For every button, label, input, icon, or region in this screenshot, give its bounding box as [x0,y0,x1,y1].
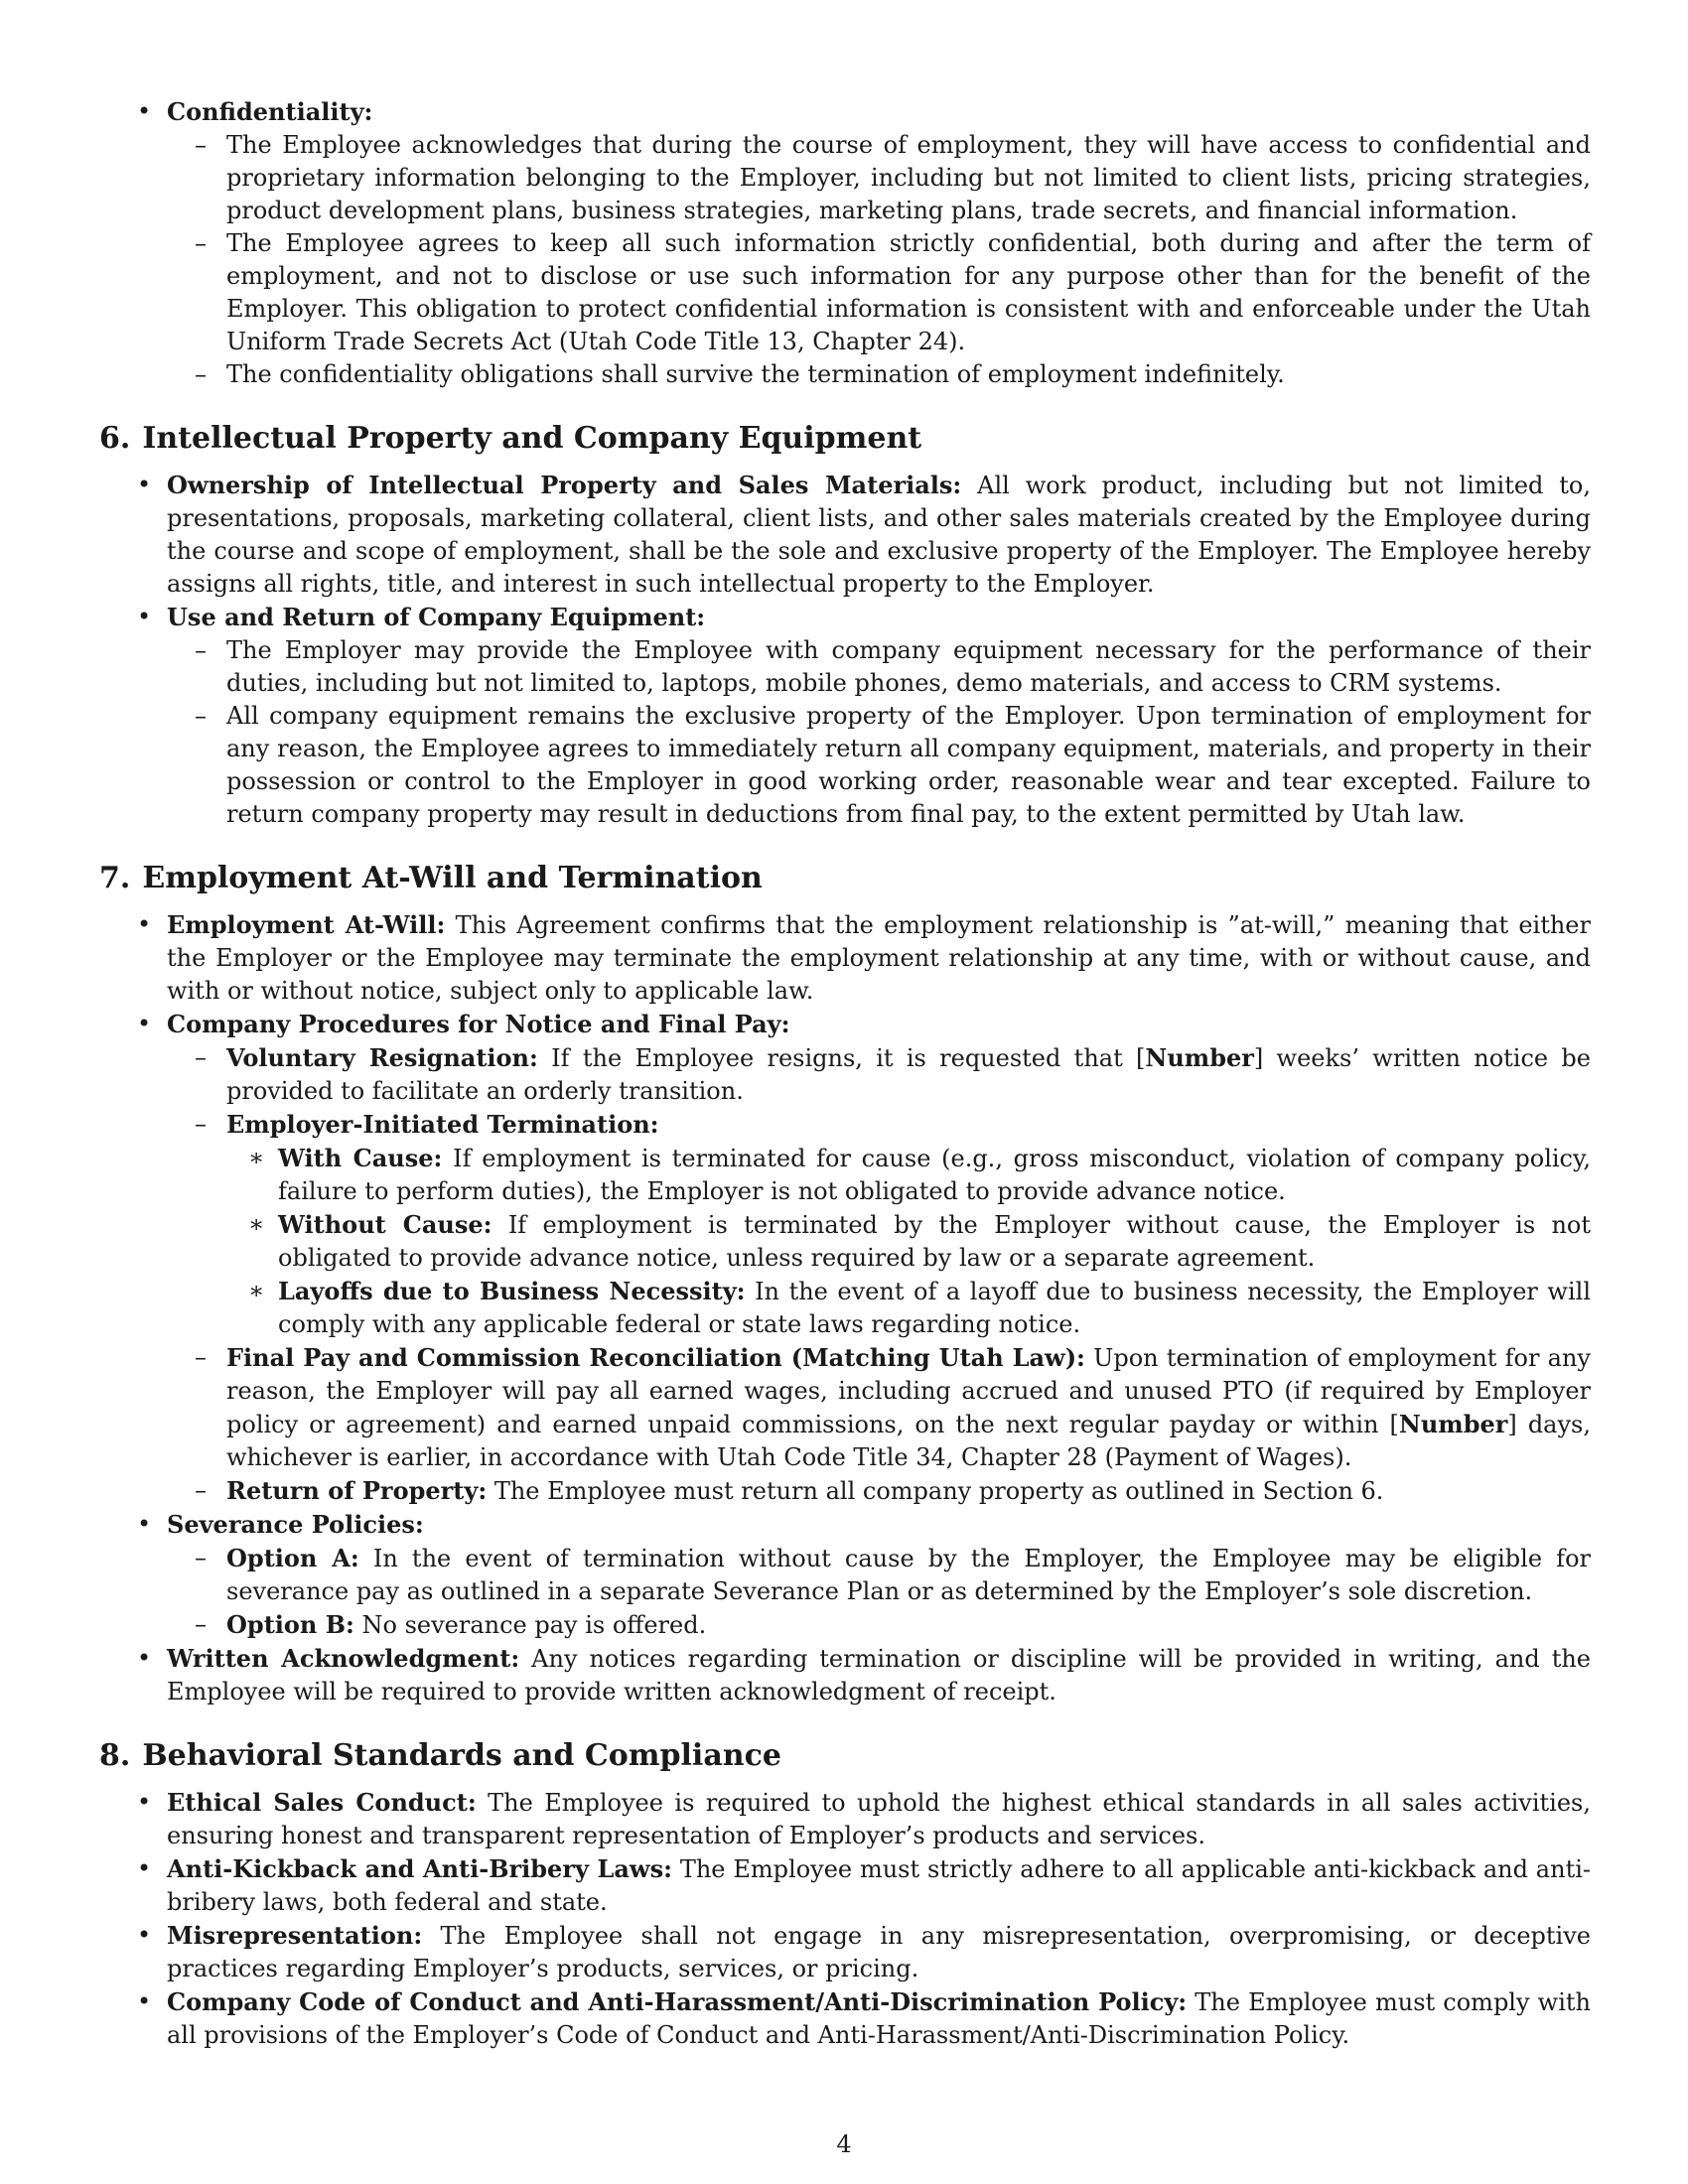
item-label: Ownership of Intellectual Property and Sales Materials: [167,471,962,499]
dash-icon: – [195,229,207,257]
confidentiality-text-1: The Employee acknowledges that during the course of employment, they will have access to confidential and proprietary information belonging to the Employer, including but not limited to client lists, pricing strategies, product development plans, business strategies, marketing plans, trade secrets, and financial information. [226,131,1591,224]
item-label: Severance Policies: [167,1510,424,1539]
dash-icon: – [195,1043,207,1071]
item-text: The Employee shall not engage in any misrepresentation, overpromising, or deceptive practices regarding Employer’s products, services, or pricing. [167,1922,1591,1982]
placeholder-number: Number [1145,1043,1254,1072]
item-text: If employment is terminated by the Employer without cause, the Employer is not obligated to provide advance notice, unless required by law or a separate agreement. [278,1211,1591,1272]
dash-icon: – [195,1544,207,1571]
item-text: All work product, including but not limited to, presentations, proposals, marketing collateral, client lists, and other sales materials created by the Employee during the course and scope of employment, shall be the sole and exclusive property of the Employer. The Employee hereby assigns all rights, title, and interest in such intellectual property to the Employer. [167,472,1592,598]
item-label: With Cause: [278,1144,443,1172]
bullet-icon: • [137,603,152,630]
bullet-icon: • [137,471,152,498]
section-title: Intellectual Property and Company Equipment [142,421,922,456]
item-text: This Agreement confirms that the employment relationship is ”at-will,” meaning that either the Employer or the Employee may terminate the employment relationship at any time, with or without cause, and with or without notice, subject only to applicable law. [167,911,1591,1005]
asterisk-icon: ∗ [248,1210,265,1238]
dash-icon: – [195,1476,207,1504]
item-label: Employment At-Will: [167,910,446,939]
bullet-icon: • [137,1854,152,1882]
bullet-icon: • [137,1644,152,1672]
confidentiality-list [99,95,1591,391]
bullet-icon: • [137,1510,152,1538]
list-item [167,1542,1591,1608]
item-text: If employment is terminated for cause (e.g., gross misconduct, violation of company policy, failure to perform duties), the Employer is not obligated to provide advance notice. [278,1145,1591,1205]
bullet-icon: • [137,1010,152,1037]
section-6-list [99,469,1591,831]
list-item [167,1341,1591,1474]
list-item [99,1919,1591,1985]
bullet-icon: • [137,1788,152,1816]
item-text: ] days, whichever is earlier, in accordance with Utah Code Title 34, Chapter 28 (Payment of Wages). [226,1411,1591,1471]
placeholder-number: Number [1398,1410,1508,1438]
item-label: Employer-Initiated Termination: [226,1110,659,1139]
list-item [167,227,1591,358]
dash-icon: – [195,360,207,388]
item-label: Option A: [226,1544,359,1572]
item-label: Company Procedures for Notice and Final Pay: [167,1010,790,1038]
document-page [99,95,1591,2052]
list-item [99,601,1591,831]
section-title: Behavioral Standards and Compliance [142,1738,781,1773]
item-text: All company equipment remains the exclusive property of the Employer. Upon termination of employment for any reason, the Employee agrees to immediately return all company equipment, materials, and property in their possession or control to the Employer in good working order, reasonable wear and tear excepted. Failure to return company property may result in deductions from final pay, to the extent permitted by Utah law. [226,702,1591,828]
list-item [226,1275,1591,1341]
list-item [167,1108,1591,1341]
item-label: Written Acknowledgment: [167,1644,520,1673]
section-number: 8. [99,1738,131,1773]
dash-icon: – [195,131,207,159]
page-number: 4 [836,2130,852,2158]
section-number: 6. [99,421,131,456]
confidentiality-text-3: The confidentiality obligations shall survive the termination of employment indefinitely. [226,360,1285,388]
list-item [99,1508,1591,1642]
list-item [167,358,1591,391]
item-label: Company Code of Conduct and Anti-Harassment/Anti-Discrimination Policy: [167,1987,1188,2016]
dash-icon: – [195,1610,207,1638]
item-text: The Employee must strictly adhere to all applicable anti-kickback and anti-bribery laws, both federal and state. [167,1855,1591,1916]
asterisk-icon: ∗ [248,1277,265,1304]
section-7-heading [99,859,1591,898]
list-item [99,1642,1591,1708]
item-label: Use and Return of Company Equipment: [167,603,706,631]
item-label: Ethical Sales Conduct: [167,1788,477,1817]
item-text: The Employee is required to uphold the highest ethical standards in all sales activities, ensuring honest and transparent representation of Employer’s products and services. [167,1789,1591,1849]
section-6-heading [99,419,1591,459]
list-item [99,908,1591,1008]
item-label: Without Cause: [278,1210,492,1239]
dash-icon: – [195,1110,207,1138]
dash-icon: – [195,636,207,664]
section-8-heading [99,1736,1591,1776]
item-label: Voluntary Resignation: [226,1043,538,1072]
item-text: In the event of termination without cause by the Employer, the Employee may be eligible for severance pay as outlined in a separate Severance Plan or as determined by the Employer’s sole discretion. [226,1545,1591,1605]
section-number: 7. [99,861,131,895]
list-item [167,1041,1591,1108]
asterisk-icon: ∗ [248,1144,265,1171]
list-item [99,469,1591,601]
item-text: No severance pay is offered. [361,1611,707,1639]
item-text: Any notices regarding termination or discipline will be provided in writing, and the Employee will be required to provide written acknowledgment of receipt. [167,1645,1591,1706]
list-item [99,1852,1591,1919]
item-text: In the event of a layoff due to business necessity, the Employer will comply with any applicable federal or state laws regarding notice. [278,1278,1591,1338]
section-title: Employment At-Will and Termination [142,861,763,895]
item-label: Final Pay and Commission Reconciliation (Matching Utah Law): [226,1343,1085,1372]
bullet-icon: • [137,1987,152,2015]
section-8-list [99,1786,1591,2052]
item-text: ] weeks’ written notice be provided to facilitate an orderly transition. [226,1044,1591,1105]
item-text: The Employee must comply with all provisions of the Employer’s Code of Conduct and Anti-Harassment/Anti-Discrimination Policy. [167,1988,1592,2049]
list-item [167,634,1591,700]
confidentiality-text-2: The Employee agrees to keep all such information strictly confidential, both during and after the term of employment, and not to disclose or use such information for any purpose other than for the benefit of the Employer. This obligation to protect confidential information is consistent with and enforceable under the Utah Uniform Trade Secrets Act (Utah Code Title 13, Chapter 24). [226,229,1591,355]
confidentiality-item [99,95,1591,391]
list-item [99,1008,1591,1508]
item-text: The Employee must return all company property as outlined in Section 6. [493,1477,1384,1505]
list-item [167,129,1591,227]
item-label: Layoffs due to Business Necessity: [278,1277,746,1305]
confidentiality-title: Confidentiality: [167,97,373,126]
dash-icon: – [195,1343,207,1371]
list-item [99,1985,1591,2052]
list-item [226,1142,1591,1208]
item-label: Return of Property: [226,1476,488,1505]
list-item [167,1608,1591,1642]
section-7-list [99,908,1591,1708]
list-item [226,1208,1591,1275]
item-text: The Employer may provide the Employee with company equipment necessary for the performance of their duties, including but not limited to, laptops, mobile phones, demo materials, and access to CRM systems. [226,636,1591,697]
bullet-icon: • [137,1921,152,1949]
item-label: Misrepresentation: [167,1921,423,1950]
item-label: Option B: [226,1610,354,1639]
item-text: If the Employee resigns, it is requested that [ [551,1044,1146,1072]
dash-icon: – [195,702,207,730]
item-text: Upon termination of employment for any reason, the Employer will pay all earned wages, including accrued and unused PTO (if required by Employer policy or agreement) and earned unpaid commissions, on the next regular payday or within [ [226,1344,1591,1438]
list-item [99,1786,1591,1852]
bullet-icon: • [137,97,152,125]
bullet-icon: • [137,910,152,938]
list-item [167,700,1591,831]
list-item [167,1474,1591,1508]
item-label: Anti-Kickback and Anti-Bribery Laws: [167,1854,672,1883]
